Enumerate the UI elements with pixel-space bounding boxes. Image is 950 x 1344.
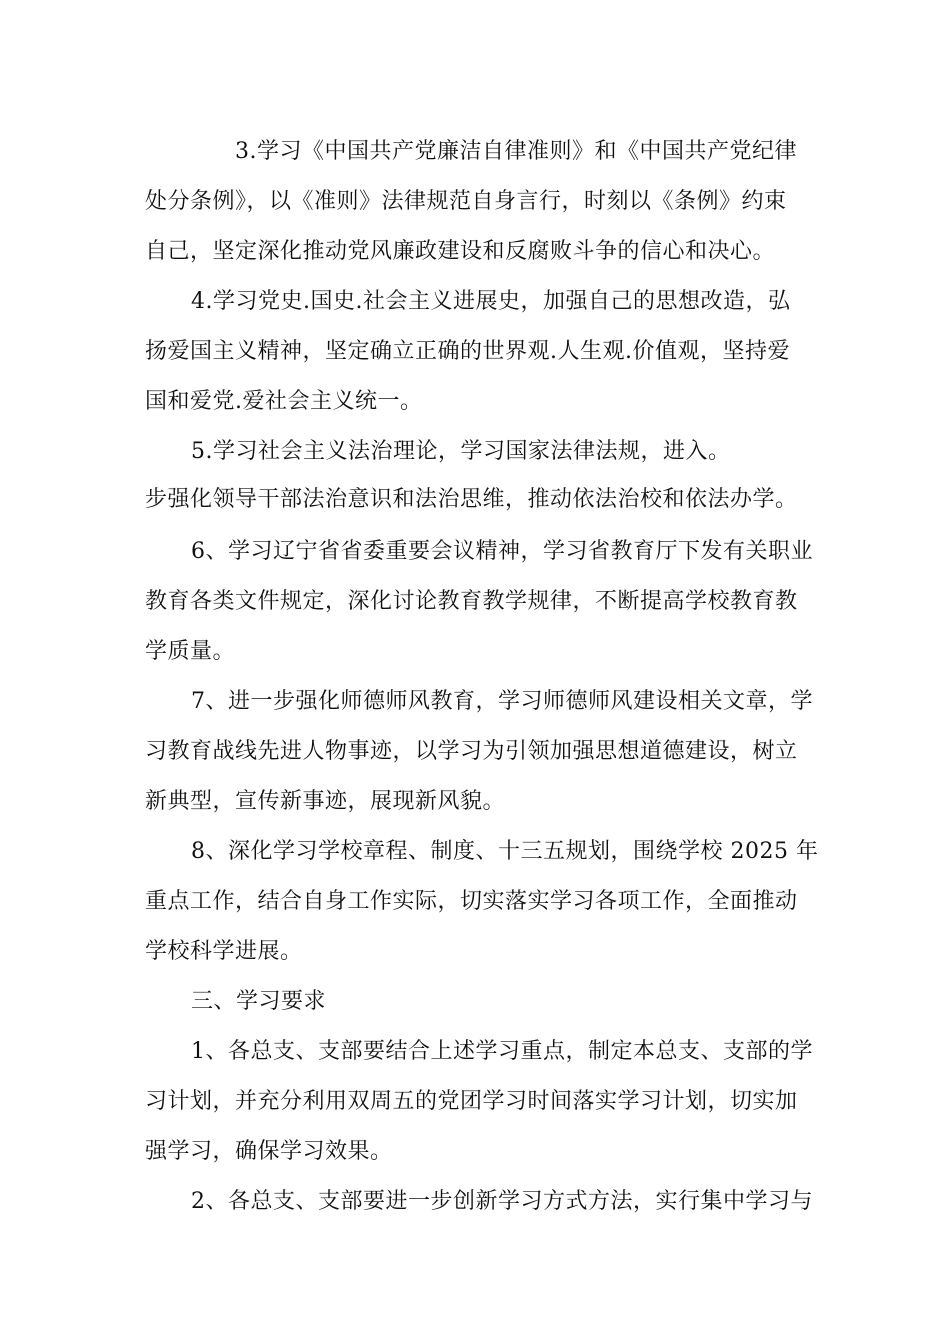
text-line-16: 重点工作，结合自身工作实际，切实落实学习各项工作，全面推动: [145, 889, 798, 914]
text-line-7: 5.学习社会主义法治理论，学习国家法律法规，进入。: [191, 439, 731, 464]
text-line-11: 学质量。: [145, 639, 236, 664]
text-line-3: 自己，坚定深化推动党风廉政建设和反腐败斗争的信心和决心。: [145, 239, 776, 264]
text-line-14: 新典型，宣传新事迹，展现新风貌。: [145, 789, 506, 814]
text-line-10: 教育各类文件规定，深化讨论教育教学规律，不断提高学校教育教: [145, 589, 798, 614]
text-line-17: 学校科学进展。: [145, 939, 303, 964]
text-line-20: 习计划，并充分利用双周五的党团学习时间落实学习计划，切实加: [145, 1089, 798, 1114]
text-line-21: 强学习，确保学习效果。: [145, 1139, 393, 1164]
text-line-22: 2、各总支、支部要进一步创新学习方式方法，实行集中学习与: [191, 1189, 813, 1214]
text-line-19: 1、各总支、支部要结合上述学习重点，制定本总支、支部的学: [191, 1039, 813, 1064]
text-line-13: 习教育战线先进人物事迹，以学习为引领加强思想道德建设，树立: [145, 739, 798, 764]
text-line-9: 6、学习辽宁省省委重要会议精神，学习省教育厅下发有关职业: [191, 539, 813, 564]
text-line-5: 扬爱国主义精神，坚定确立正确的世界观.人生观.价值观，坚持爱: [145, 339, 790, 364]
section-heading: 三、学习要求: [191, 989, 327, 1014]
text-line-4: 4.学习党史.国史.社会主义进展史，加强自己的思想改造，弘: [191, 289, 791, 314]
text-line-12: 7、进一步强化师德师风教育，学习师德师风建设相关文章，学: [191, 689, 813, 714]
text-line-15: 8、深化学习学校章程、制度、十三五规划，围绕学校 2025 年: [191, 839, 819, 864]
text-line-8: 步强化领导干部法治意识和法治思维，推动依法治校和依法办学。: [145, 487, 798, 512]
text-line-1: 3.学习《中国共产党廉洁自律准则》和《中国共产党纪律: [235, 139, 797, 164]
text-line-2: 处分条例》，以《准则》法律规范自身言行，时刻以《条例》约束: [145, 189, 787, 214]
text-line-6: 国和爱党.爱社会主义统一。: [145, 389, 423, 414]
